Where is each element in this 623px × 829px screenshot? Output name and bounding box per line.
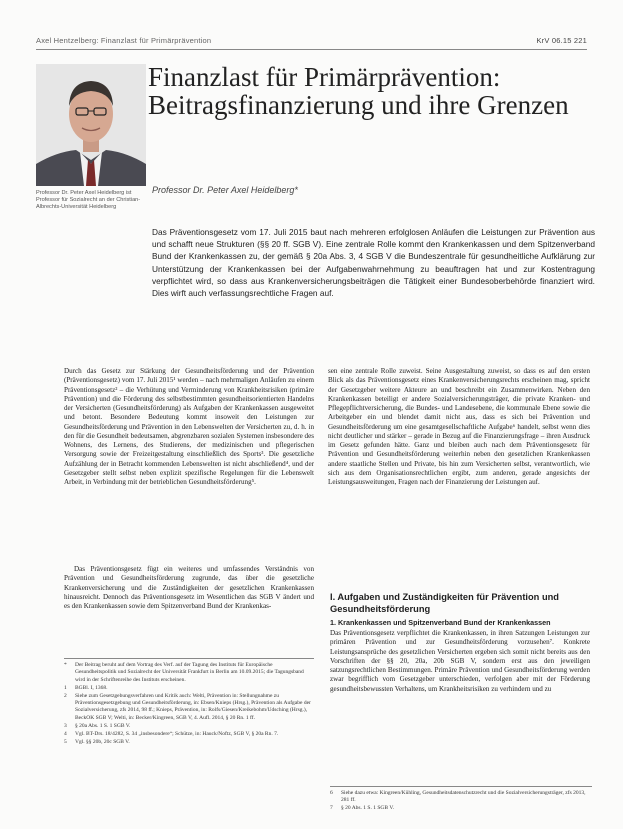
author-photo (36, 64, 146, 186)
footnote: 6 Siehe dazu etwa: Kingreen/Kühling, Gesundheitsdatenschutzrecht und die Sozialversicherungsträger, zfs 2013, 281 ff. (330, 790, 586, 804)
running-head-right: KrV 06.15 221 (536, 36, 587, 45)
footnote: 3 § 20a Abs. 1 S. 1 SGB V. (64, 722, 131, 729)
footnote: 7 § 20 Abs. 1 S. 1 SGB V. (330, 805, 394, 812)
footnote: 5 Vgl. §§ 20b, 20c SGB V. (64, 738, 130, 745)
body-paragraph: sen eine zentrale Rolle zuweist. Seine Ausgestaltung zuweist, so dass es auf den ersten Blick als das Präventionsgesetz eines Krankenversicherungsrechts erscheinen mag, spricht der Gesetzgeber weitere Akteure an und beschreibt ein Zusammenwirken. Neben den Krankenkassen beteiligt er andere Sozialversicherungsträger, die private Kranken- und Pflegepflichtversicherung, die Bundes- und Landesebene, die kommunale Ebene sowie die Arbeitgeber ein und blendet damit nicht aus, dass es sich bei Prävention und Gesundheitsförderung um eine gesamtgesellschaftliche Aufgabe⁶ handelt, selbst wenn dies nicht deutlicher und stärker – gerade in Bezug auf die Finanzierungsfrage – ihren Ausdruck im Gesetz gefunden hätte. Ganz und bleiben auch nach dem Präventionsgesetz für Prävention und Gesundheitsförderung weiterhin neben den gesetzlichen Krankenkassen andere staatliche Stellen und Private, bis hin zum Versicherten selbst, verantwortlich, wie sich aus dem Organisationsrechtlichen ergibt, zum anderen, gerade angesichts der Leistungsausweitungen, Fragen nach der Finanzierung der Leistungen auf. (328, 367, 590, 486)
footnote: 1 BGBl. I, 1368. (64, 684, 108, 691)
article-abstract: Das Präventionsgesetz vom 17. Juli 2015 baut nach mehreren erfolglosen Anläufen die Leistungen zur Prävention aus und schafft neue Strukturen (§§ 20 ff. SGB V). Eine zentrale Rolle kommt den Krankenkassen und dem Spitzenverband Bund der Krankenkassen zu, der gemäß § 20a Abs. 3, 4 SGB V die Bundeszentrale für gesundheitliche Aufklärung zur Unterstützung der Krankenkassen bei der Aufgabenwahrnehmung zu beauftragen hat und zur Kostentragung verpflichtet wird, so dass aus Krankenversicherungsbeiträgen die Tätigkeit einer Bundesoberbehörde finanziert wird. Dies wirft auch verfassungsrechtliche Fragen auf. (152, 227, 595, 299)
body-paragraph: Das Präventionsgesetz verpflichtet die Krankenkassen, in ihren Satzungen Leistungen zur primären Prävention und zur Gesundheitsförderung vorzusehen⁷. Konkrete Leistungsansprüche des gesetzlichen Versicherten ergeben sich somit nicht bereits aus den Vorschriften der §§ 20, 20a, 20b SGB V, sondern erst aus den jeweiligen satzungsrechtlichen Bestimmungen. Primäre Prävention und Gesundheitsförderung werden zwar begrifflich vom Gesetzgeber unterschieden, verfolgen aber mit der Förderung gesundheitsbewussten Verhaltens, um Krankheitsrisiken zu verhindern und zu (330, 629, 590, 693)
photo-caption: Professor Dr. Peter Axel Heidelberg ist Professor für Sozialrecht an der Christian-Albrechts-Universität Heidelberg (36, 190, 141, 211)
header-rule (36, 49, 587, 50)
footnotes-left (64, 662, 314, 746)
footnote: 2 Siehe zum Gesetzgebungsverfahren und Kritik auch: Welti, Prävention in: Stellungnahme zu Präventionsgesetzgebung und Gesundheitsförderung, in: Ebsen/Knieps (Hrsg.), Prävention als Aufgabe der Sozialversicherung, zfs 2014, 98 ff.; Knieps, Prävention, in: Rolfs/Giesen/Kreikebohm/Udsching (Hrsg.), BeckOK SGB V; Welti, in: Becker/Kingreen, SGB V, 4. Aufl. 2014, § 20 Rn. 1 ff. (64, 692, 311, 721)
running-head (36, 36, 587, 45)
article-author: Professor Dr. Peter Axel Heidelberg* (152, 185, 298, 195)
footnotes-right (330, 790, 592, 813)
footnote: 4 Vgl. BT-Drs. 18/4282, S. 34 „insbesondere“; Schütze, in: Hauck/Noftz, SGB V, § 20a Rn. 7. (64, 730, 279, 737)
body-paragraph: Das Präventionsgesetz fügt ein weiteres und umfassendes Verständnis von Prävention und Gesundheitsförderung zugrunde, das über die gesetzliche Krankenversicherung und die Zuständigkeiten der gesetzlichen Krankenkassen hinausreicht. Dennoch das Präventionsgesetz im Wesentlichen das SGB V ändert und es den Krankenkassen sowie dem Spitzenverband Bund der Krankenkas- (64, 565, 314, 610)
footnote-rule-left (64, 658, 314, 659)
footnote-rule-right (330, 786, 592, 787)
footnote: * Der Beitrag beruht auf dem Vortrag des Verf. auf der Tagung des Instituts für Europäische Gesundheitspolitik und Sozialrecht der Universität Frankfurt in Berlin am 10.09.2015; die Tagungsband wird in der Schriftenreihe des Instituts erscheinen. (64, 662, 304, 683)
section-heading: I. Aufgaben und Zuständigkeiten für Prävention und Gesundheitsförderung (330, 592, 559, 614)
running-head-left: Axel Hentzelberg: Finanzlast für Primärprävention (36, 36, 212, 45)
body-paragraph: Durch das Gesetz zur Stärkung der Gesundheitsförderung und der Prävention (Präventionsgesetz) vom 17. Juli 2015¹ werden – nach mehrmaligen Anläufen zu einem Präventionsgesetz² – die Verhütung und Verminderung von Krankheitsrisiken (primäre Prävention) und die Förderung des selbstbestimmten gesundheitsorientierten Handelns der Versicherten (Gesundheitsförderung) als Aufgaben der Krankenkassen ausgeweitet und betont. Besondere Bedeutung kommt insoweit den Leistungen zur Gesundheitsförderung und Prävention in den Lebenswelten der Versicherten zu, d. h. in den für die Gesundheit bedeutsamen, abgrenzbaren sozialen Systemen insbesondere des Wohnens, des Lernens, des Studierens, der medizinischen und pflegerischen Versorgung sowie der Freizeitgestaltung einschließlich des Sports³. Die gesetzliche Aufzählung der in Betracht kommenden Lebenswelten ist nicht abschließend⁴, und der Gesetzgeber stellt selbst neben explizit spezifische Regelungen für die Lebenswelt Arbeit, in Verbindung mit der betrieblichen Gesundheitsförderung⁵. (64, 367, 314, 486)
article-title: Finanzlast für Primärprävention: Beitragsfinanzierung und ihre Grenzen (148, 62, 569, 120)
subsection-heading: 1. Krankenkassen und Spitzenverband Bund der Krankenkassen (330, 618, 551, 627)
